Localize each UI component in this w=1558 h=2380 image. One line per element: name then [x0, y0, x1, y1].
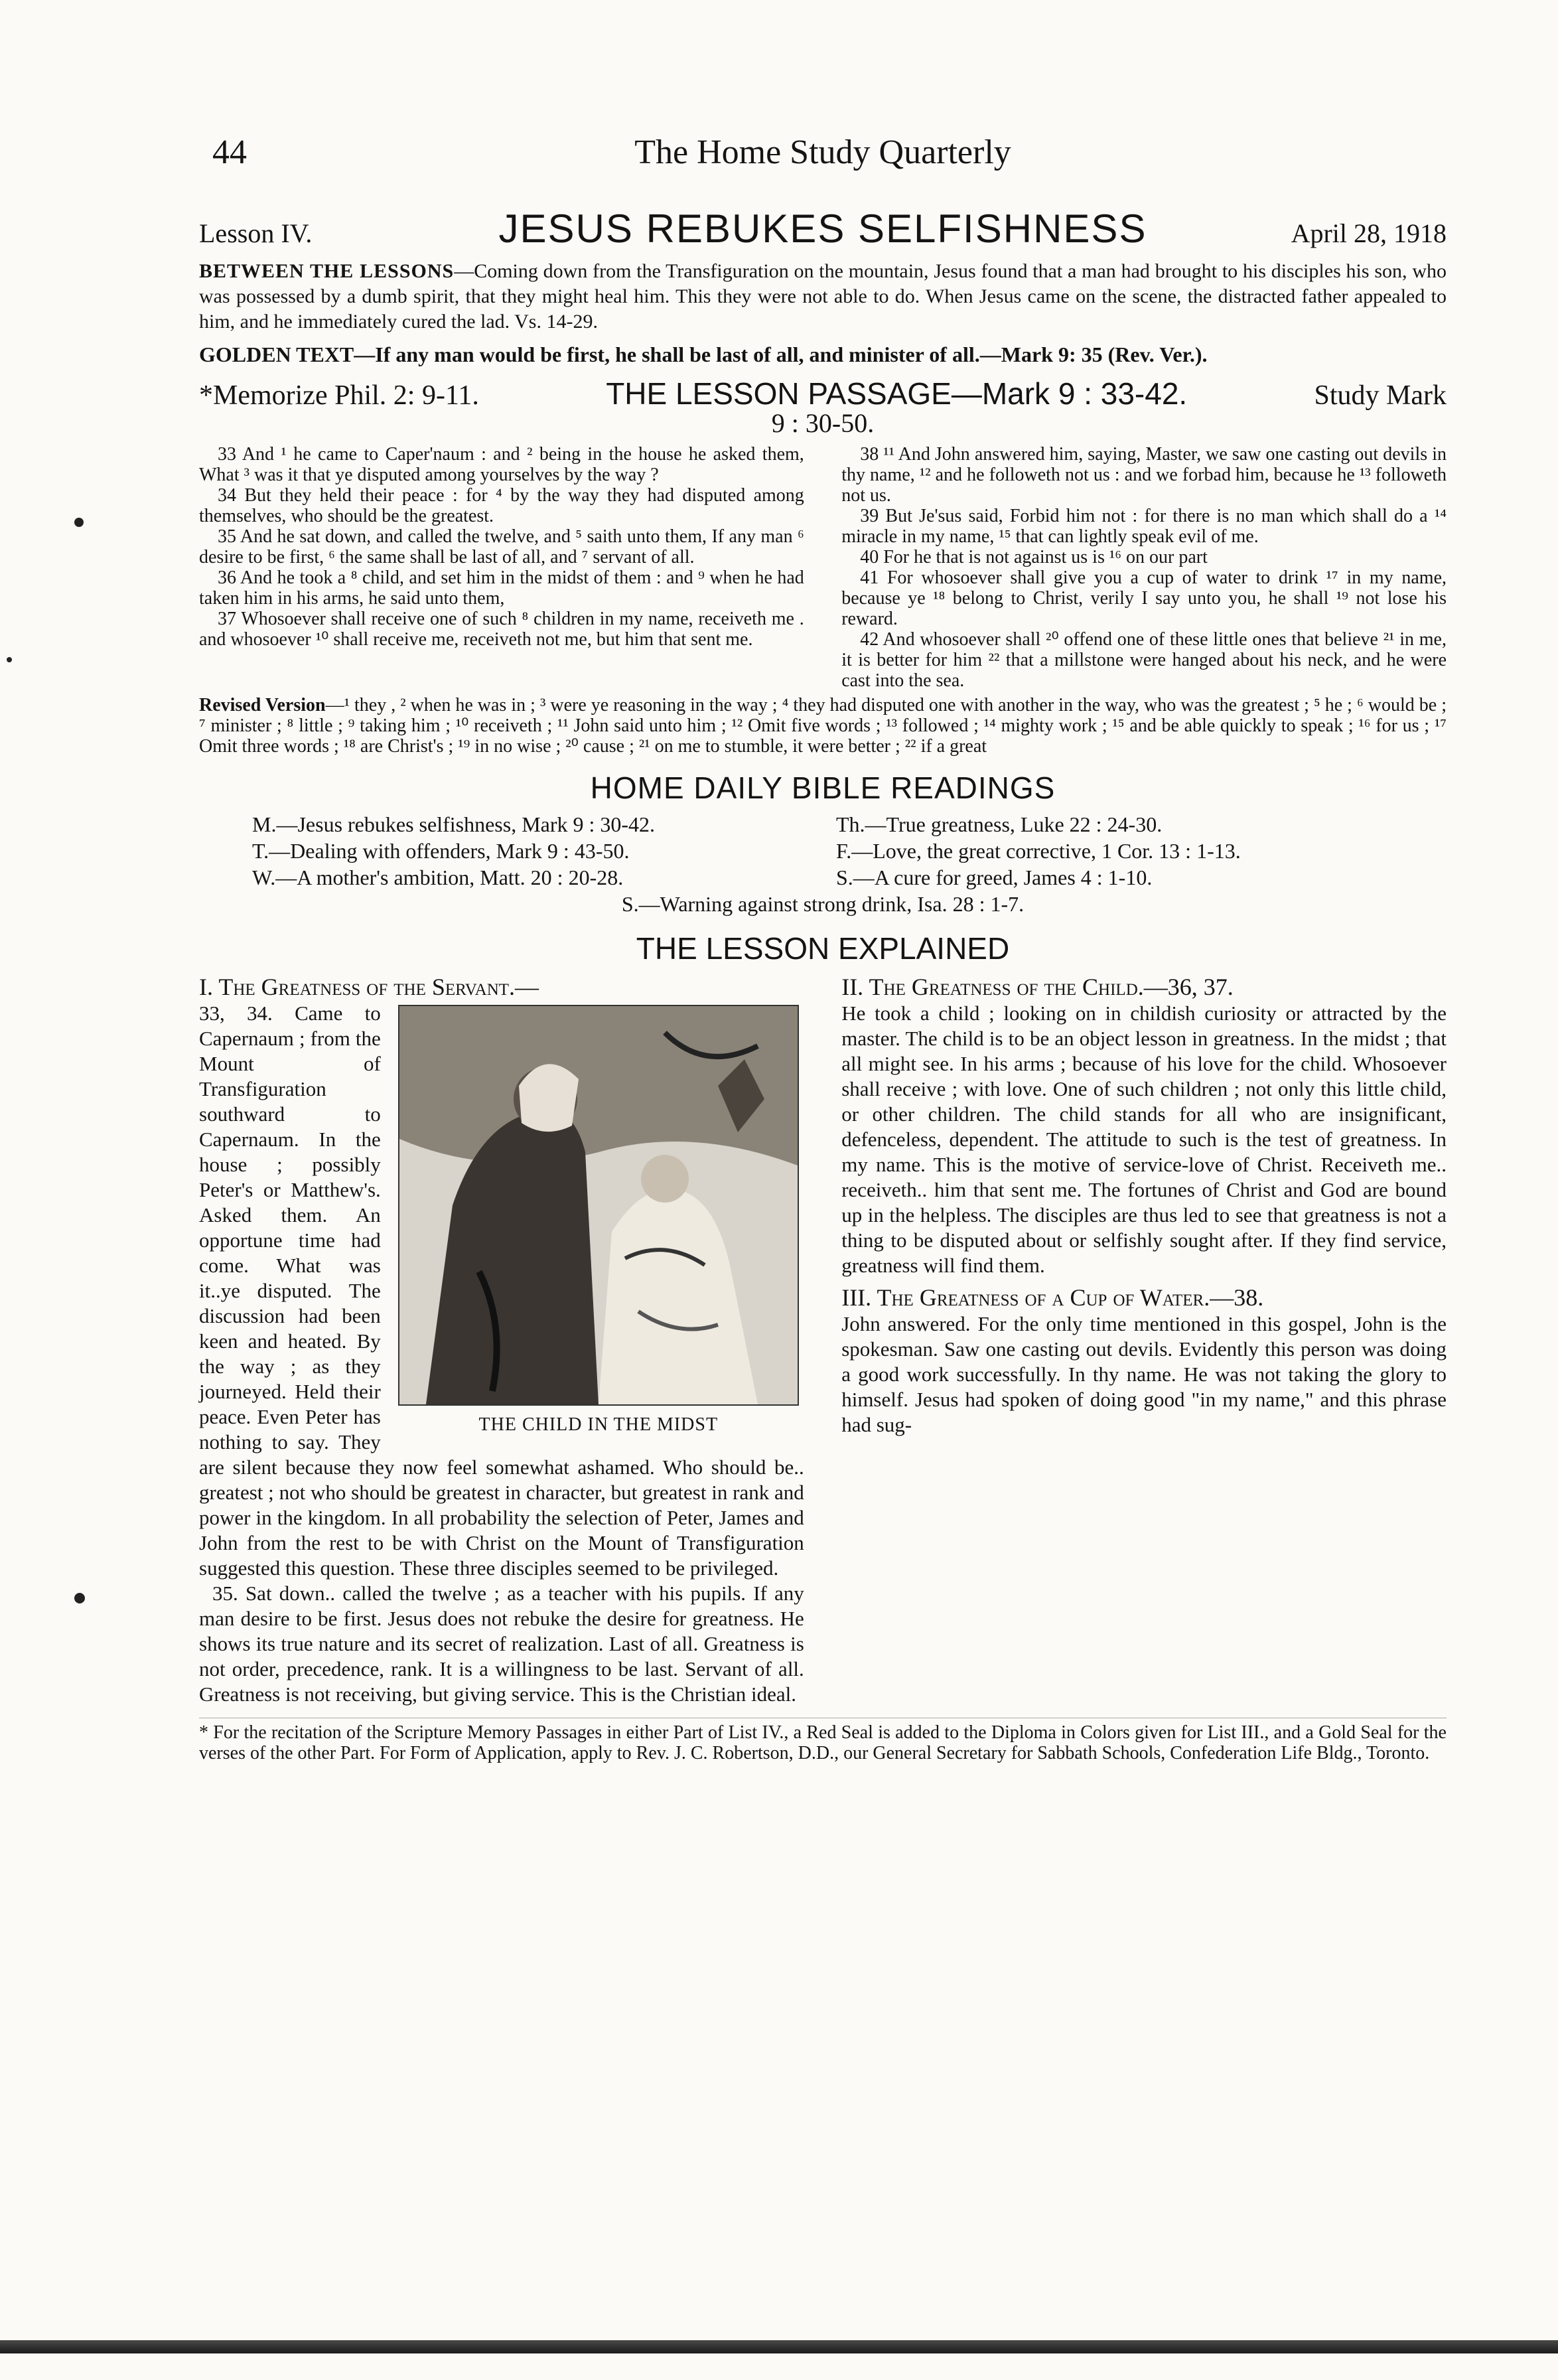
reading-item: S.—A cure for greed, James 4 : 1-10.	[836, 865, 1153, 889]
section-heading: II. The Greatness of the Child.—36, 37.	[841, 974, 1234, 1000]
section-paragraph: 33, 34. Came to Capernaum ; from the Mount of Transfiguration southward to Capernaum. In the house ; possibly Peter's or Matthew's. Asked them. An opportune time had come. What was it..ye disputed. The discussion had been keen and heated. By the way ; as they journeyed. Held their peace. Even Peter has nothing to say. They are silent because they now feel somewhat ashamed. Who should be.. greatest ; not who should be greatest in character, but greatest in rank and power in the kingdom. In all probability the selection of Peter, James and John from the rest to be with Christ on the Mount of Transfiguration suggested this question. These three disciples seemed to be privileged.	[199, 1002, 804, 1580]
revised-label: Revised Version	[199, 695, 326, 715]
verse: 38 ¹¹ And John answered him, saying, Master, we saw one casting out devils in thy name, ¹² and he followeth not us : and we forbad him, because he ¹³ followeth not us.	[841, 444, 1447, 506]
print-speck	[74, 518, 84, 527]
page-header	[199, 133, 1447, 192]
lesson-heading	[199, 206, 1447, 259]
lesson-date: April 28, 1918	[1291, 218, 1447, 248]
verse: 39 But Je'sus said, Forbid him not : for there is no man which shall do a ¹⁴ miracle in my name, ¹⁵ that can lightly speak evil of me.	[841, 506, 1447, 547]
verse: 41 For whosoever shall give you a cup of water to drink ¹⁷ in my name, because ye ¹⁸ belong to Christ, verily I say unto you, he shall ¹⁹ not lose his reward.	[841, 567, 1447, 629]
reading-item: Th.—True greatness, Luke 22 : 24-30.	[836, 812, 1163, 836]
passage-right-column	[841, 444, 1447, 691]
verse: 40 For he that is not against us is ¹⁶ on our part	[860, 547, 1208, 567]
section-heading: I. The Greatness of the Servant.—	[199, 974, 539, 1000]
verse: 36 And he took a ⁸ child, and set him in the midst of them : and ⁹ when he had taken him in his arms, he said unto them,	[199, 567, 804, 609]
illustration	[393, 1005, 804, 1438]
lesson-number: Lesson IV.	[199, 218, 313, 248]
verse: 33 And ¹ he came to Caper'naum : and ² being in the house he asked them, What ³ was it that ye disputed among yourselves by the way ?	[199, 444, 804, 485]
passage-heading	[199, 376, 1447, 411]
section-heading: III. The Greatness of a Cup of Water.—38.	[841, 1284, 1264, 1311]
readings-list	[252, 811, 1393, 917]
section-paragraph: He took a child ; looking on in childish curiosity or attracted by the master. The child is to be an object lesson in greatness. In the midst ; that all might see. In his arms ; because of his love for the child. Whosoever shall receive ; with love. One of such children ; not only this little child, or other children. The child stands for all who are insignificant, defenceless, dependent. The attitude to such is the test of greatness. In my name. This is the motive of service-love of Christ. Receiveth me.. receiveth.. him that sent me. The fortunes of Christ and God are bound up in the helpless. The disciples are thus led to see that greatness is not a thing to be disputed about or selfishly sought after. If they find service, greatness will find them.	[841, 1002, 1447, 1277]
verse: 42 And whosoever shall ²⁰ offend one of these little ones that believe ²¹ in me, it is better for him ²² that a millstone were hanged about his neck, and he were cast into the sea.	[841, 629, 1447, 691]
study-label: Study Mark	[1314, 380, 1447, 411]
child-in-midst-engraving	[399, 1006, 798, 1404]
illustration-caption: THE CHILD IN THE MIDST	[478, 1414, 719, 1435]
revised-text: —¹ they , ² when he was in ; ³ were ye reasoning in the way ; ⁴ they had disputed one with another in the way, who was the greatest ; ⁵ he ; ⁶ would be ; ⁷ minister ; ⁸ little ; ⁹ taking him ; ¹⁰ receiveth ; ¹¹ John said unto him ; ¹² Omit five words ; ¹³ followed ; ¹⁴ mighty work ; ¹⁵ and be able quickly to speak ; ¹⁶ for us ; ¹⁷ Omit three words ; ¹⁸ are Christ's ; ¹⁹ in no wise ; ²⁰ cause ; ²¹ on me to stumble, it were better ; ²² if a great	[199, 695, 1447, 757]
print-speck	[7, 657, 12, 662]
revised-version	[199, 695, 1447, 757]
golden-label: GOLDEN TEXT	[199, 342, 354, 366]
reading-item: T.—Dealing with offenders, Mark 9 : 43-50.	[252, 839, 630, 863]
explained-title: THE LESSON EXPLAINED	[636, 931, 1010, 966]
between-text: —Coming down from the Transfiguration on the mountain, Jesus found that a man had brought to his disciples his son, who was possessed by a dumb spirit, that they might heal him. This they were not able to do. When Jesus came on the scene, the distracted father appealed to him, and he immediately cured the lad. Vs. 14-29.	[199, 260, 1447, 333]
section-paragraph: John answered. For the only time mentioned in this gospel, John is the spokesman. Saw one casting out devils. Evidently this person was doing a good work successfully. In thy name. He was not taking the glory to himself. Jesus had spoken of doing good "in my name," and this phrase had sug-	[841, 1312, 1447, 1436]
page-number: 44	[212, 133, 247, 171]
explained-left-column	[199, 973, 804, 1707]
scan-edge-bar	[0, 2340, 1558, 2353]
explained-right-column	[841, 973, 1447, 1707]
between-lessons	[199, 259, 1447, 335]
illustration-image	[398, 1005, 799, 1406]
verse: 37 Whosoever shall receive one of such ⁸ children in my name, receiveth me . and whosoever ¹⁰ shall receive me, receiveth not me, but him that sent me.	[199, 609, 804, 650]
explained-columns	[199, 973, 1447, 1707]
lesson-title: JESUS REBUKES SELFISHNESS	[498, 206, 1147, 251]
reading-item: M.—Jesus rebukes selfishness, Mark 9 : 30-42.	[252, 812, 656, 836]
passage-title: THE LESSON PASSAGE—Mark 9 : 33-42.	[606, 376, 1188, 411]
page	[199, 133, 1447, 1763]
passage-left-column	[199, 444, 804, 691]
reading-item: W.—A mother's ambition, Matt. 20 : 20-28.	[252, 865, 624, 889]
verse: 34 But they held their peace : for ⁴ by the way they had disputed among themselves, who should be the greatest.	[199, 485, 804, 526]
golden-body: —If any man would be first, he shall be last of all, and minister of all.—Mark 9: 35 (Rev. Ver.).	[354, 342, 1208, 366]
readings-title: HOME DAILY BIBLE READINGS	[590, 771, 1056, 805]
running-title: The Home Study Quarterly	[634, 133, 1011, 171]
verse: 35 And he sat down, and called the twelve, and ⁵ saith unto them, If any man ⁶ desire to be first, ⁶ the same shall be last of all, and ⁷ servant of all.	[199, 526, 804, 567]
footnote: * For the recitation of the Scripture Memory Passages in either Part of List IV., a Red Seal is added to the Diploma in Colors given for List III., and a Gold Seal for the verses of the other Part. For Form of Application, apply to Rev. J. C. Robertson, D.D., our General Secretary for Sabbath Schools, Confederation Life Bldg., Toronto.	[199, 1718, 1447, 1763]
section-paragraph: 35. Sat down.. called the twelve ; as a teacher with his pupils. If any man desire to be first. Jesus does not rebuke the desire for greatness. He shows its true nature and its secret of realization. Last of all. Greatness is not order, precedence, rank. It is a willingness to be last. Servant of all. Greatness is not receiving, but giving service. This is the Christian ideal.	[199, 1582, 804, 1706]
study-reference: 9 : 30-50.	[771, 408, 875, 438]
reading-item: S.—Warning against strong drink, Isa. 28 : 1-7.	[621, 892, 1025, 916]
reading-item: F.—Love, the great corrective, 1 Cor. 13 : 1-13.	[836, 839, 1241, 863]
between-label: BETWEEN THE LESSONS	[199, 260, 455, 282]
passage-columns	[199, 444, 1447, 691]
print-speck	[74, 1593, 85, 1603]
memorize-note: *Memorize Phil. 2: 9-11.	[199, 380, 479, 411]
golden-text	[199, 341, 1447, 368]
